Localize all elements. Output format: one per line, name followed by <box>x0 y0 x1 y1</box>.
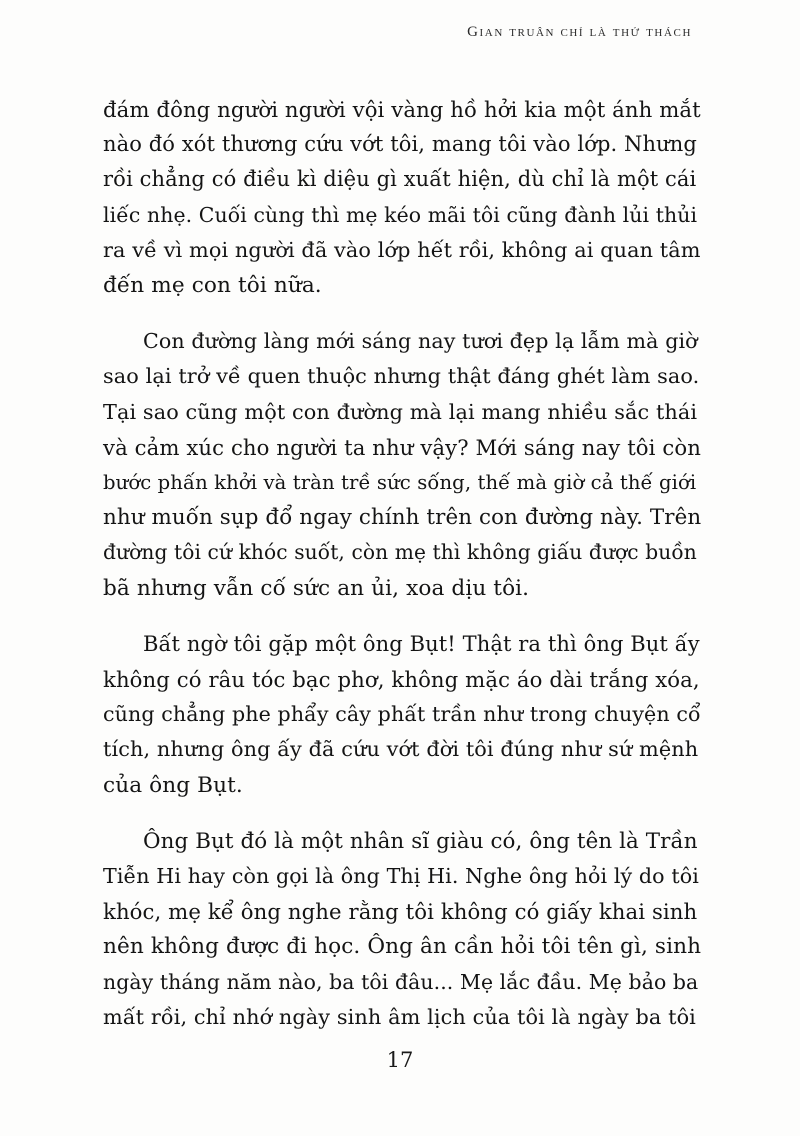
paragraph-1 <box>103 92 701 303</box>
text-line: Tại sao cũng một con đường mà lại mang nhiều sắc thái <box>103 399 698 424</box>
text-line: bã nhưng vẫn cố sức an ủi, xoa dịu tôi. <box>103 575 530 601</box>
running-head-title: Gian truân chỉ là thử thách <box>467 24 692 40</box>
text-line: khóc, mẹ kể ông nghe rằng tôi không có giấy khai sinh <box>103 899 698 925</box>
text-line: đường tôi cứ khóc suốt, còn mẹ thì không giấu được buồn <box>103 540 697 565</box>
text-line: mất rồi, chỉ nhớ ngày sinh âm lịch của tôi là ngày ba tôi <box>103 1004 696 1029</box>
text-line-first: Ông Bụt đó là một nhân sĩ giàu có, ông tên là Trần <box>143 828 698 854</box>
paragraph-2 <box>103 324 701 606</box>
text-line: sao lại trở về quen thuộc nhưng thật đáng ghét làm sao. <box>103 364 700 389</box>
text-line: và cảm xúc cho người ta như vậy? Mới sáng nay tôi còn <box>103 434 701 460</box>
paragraph-3 <box>103 627 701 803</box>
text-line: đến mẹ con tôi nữa. <box>103 273 322 299</box>
text-line: bước phấn khởi và tràn trề sức sống, thế mà giờ cả thế giới <box>103 471 697 495</box>
text-line: nên không được đi học. Ông ân cần hỏi tôi tên gì, sinh <box>103 934 702 960</box>
body-text <box>103 92 701 1056</box>
text-line: Tiễn Hi hay còn gọi là ông Thị Hi. Nghe ông hỏi lý do tôi <box>103 864 699 889</box>
text-line: cũng chẳng phe phẩy cây phất trần như trong chuyện cổ <box>103 702 701 727</box>
text-line: của ông Bụt. <box>103 772 243 798</box>
text-line: nào đó xót thương cứu vớt tôi, mang tôi vào lớp. Nhưng <box>103 132 697 157</box>
text-line: ra về vì mọi người đã vào lớp hết rồi, không ai quan tâm <box>103 237 701 262</box>
text-line: như muốn sụp đổ ngay chính trên con đường này. Trên <box>103 505 702 531</box>
text-line: tích, nhưng ông ấy đã cứu vớt đời tôi đúng như sứ mệnh <box>103 737 699 762</box>
text-line: không có râu tóc bạc phơ, không mặc áo dài trắng xóa, <box>103 667 700 693</box>
text-line: ngày tháng năm nào, ba tôi đâu... Mẹ lắc đầu. Mẹ bảo ba <box>103 969 699 994</box>
text-line: đám đông người người vội vàng hồ hởi kia một ánh mắt <box>103 97 701 122</box>
text-line-first: Con đường làng mới sáng nay tươi đẹp lạ lẫm mà giờ <box>143 329 698 354</box>
paragraph-4 <box>103 824 701 1035</box>
text-line: rồi chẳng có điều kì diệu gì xuất hiện, dù chỉ là một cái <box>103 167 697 192</box>
text-line-first: Bất ngờ tôi gặp một ông Bụt! Thật ra thì ông Bụt ấy <box>143 631 700 656</box>
text-line: liếc nhẹ. Cuối cùng thì mẹ kéo mãi tôi cũng đành lủi thủi <box>103 202 698 227</box>
page-number: 17 <box>386 1048 414 1072</box>
